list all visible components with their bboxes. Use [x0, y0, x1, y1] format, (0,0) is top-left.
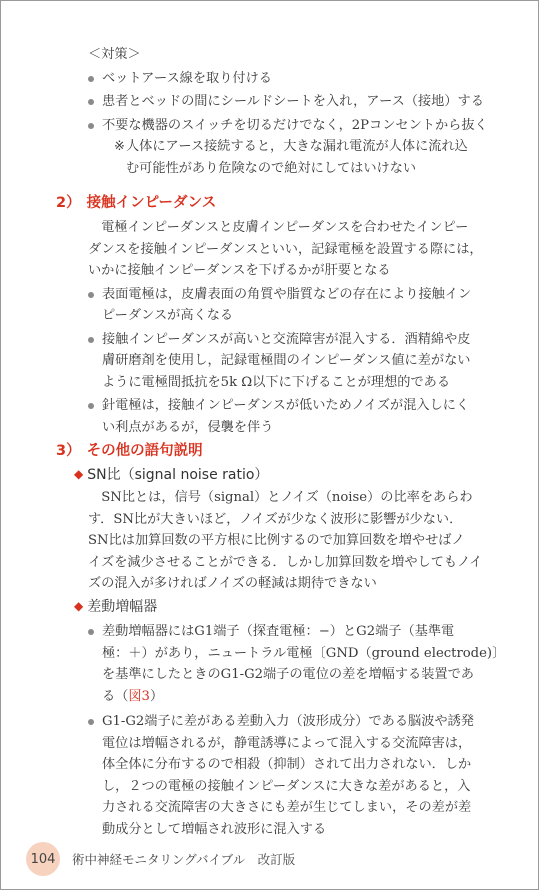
subheading-differential-amplifier: ◆ 差動増幅器 [74, 599, 158, 615]
list-item: 接触インピーダンスが高いと交流障害が混入する．酒精綿や皮 膚研磨剤を使用し，記録電極間のインピーダンス値に差がない ように電極間抵抗を5k Ω以下に下げることが理想的である [88, 329, 500, 394]
bullet-icon [88, 292, 94, 298]
countermeasures-block [88, 44, 500, 179]
diamond-icon: ◆ [74, 467, 84, 481]
bullet-icon [88, 123, 94, 129]
countermeasures-heading: ＜対策＞ [88, 47, 141, 62]
bullet-icon [88, 629, 94, 635]
warning-note: ※ 人体にアース接続すると，大きな漏れ電流が人体に流れ込 む可能性があり危険なので絶対にしてはいけない [88, 136, 500, 179]
bullet-icon [88, 99, 94, 105]
section-heading-other-terms: 3） その他の語句説明 [56, 443, 203, 459]
bullet-icon [88, 719, 94, 725]
note-mark: ※ [114, 139, 126, 154]
list-item: G1-G2端子に差がある差動入力（波形成分）である脳波や誘発 電位は増幅されるが，静電誘導によって混入する交流障害は， 体全体に分布するので相殺（抑制）されて出力されない．しか し，２つの電極の接触インピーダンスに大きな差があると，入 力される交流障害の大きさにも差が生じてしまい，その差が差 動成分として増幅され波形に混入する [88, 711, 500, 840]
contact-impedance-body: 電極インピーダンスと皮膚インピーダンスを合わせたインピー ダンスを接触インピーダンスといい，記録電極を設置する際には， いかに接触インピーダンスを下げるかが肝要となる 表面電極は，皮膚表面の角質や脂質などの存在により接触イン ピーダンスが高くなる 接触インピーダンスが高いと交流障害が混入する．酒精綿や皮 膚研磨剤を使用し，記録電極間のインピーダンス値に差がない ように電極間抵抗を5k Ω以下に下げることが理想的である 針電極は，接触インピーダンスが低いためノイズが混入しにく い利点があるが，侵襲を伴う [88, 217, 500, 438]
diamond-icon: ◆ [74, 599, 84, 613]
list-item: 患者とベッドの間にシールドシートを入れ，アース（接地）する [88, 91, 500, 113]
differential-amplifier-body [88, 619, 506, 840]
running-title: 術中神経モニタリングバイブル 改訂版 [72, 852, 296, 867]
list-item: 針電極は，接触インピーダンスが低いためノイズが混入しにく い利点があるが，侵襲を伴う [88, 395, 500, 438]
list-item: 表面電極は，皮膚表面の角質や脂質などの存在により接触イン ピーダンスが高くなる [88, 284, 500, 327]
bullet-icon [88, 76, 94, 82]
page-footer [26, 842, 295, 876]
list-item: ベットアース線を取り付ける [88, 68, 500, 90]
bullet-icon [88, 403, 94, 409]
page-number-badge: 104 [26, 842, 60, 876]
list-item: 不要な機器のスイッチを切るだけでなく，2Pコンセントから抜く [88, 115, 500, 137]
section-heading-contact-impedance: 2） 接触インピーダンス [56, 195, 217, 211]
subheading-sn-ratio: ◆ SN比（signal noise ratio） [74, 467, 269, 483]
figure-3-link[interactable]: 図3 [128, 688, 150, 704]
sn-ratio-body: SN比とは，信号（signal）とノイズ（noise）の比率をあらわ す．SN比が大きいほど，ノイズが少なく波形に影響が少ない． SN比は加算回数の平方根に比例するので加算回数を増やせばノ イズを減少させることができる．しかし加算回数を増やしてもノイ ズの混入が多ければノイズの軽減は期待できない [88, 490, 483, 591]
bullet-icon [88, 337, 94, 343]
list-item: 差動増幅器にはG1端子（探査電極：−）とG2端子（基準電 極：＋）があり，ニュートラル電極〔GND（ground electrode)〕 を基準にしたときのG1-G2端子の電位の差を増幅する装置であ る（図3） [88, 621, 500, 707]
